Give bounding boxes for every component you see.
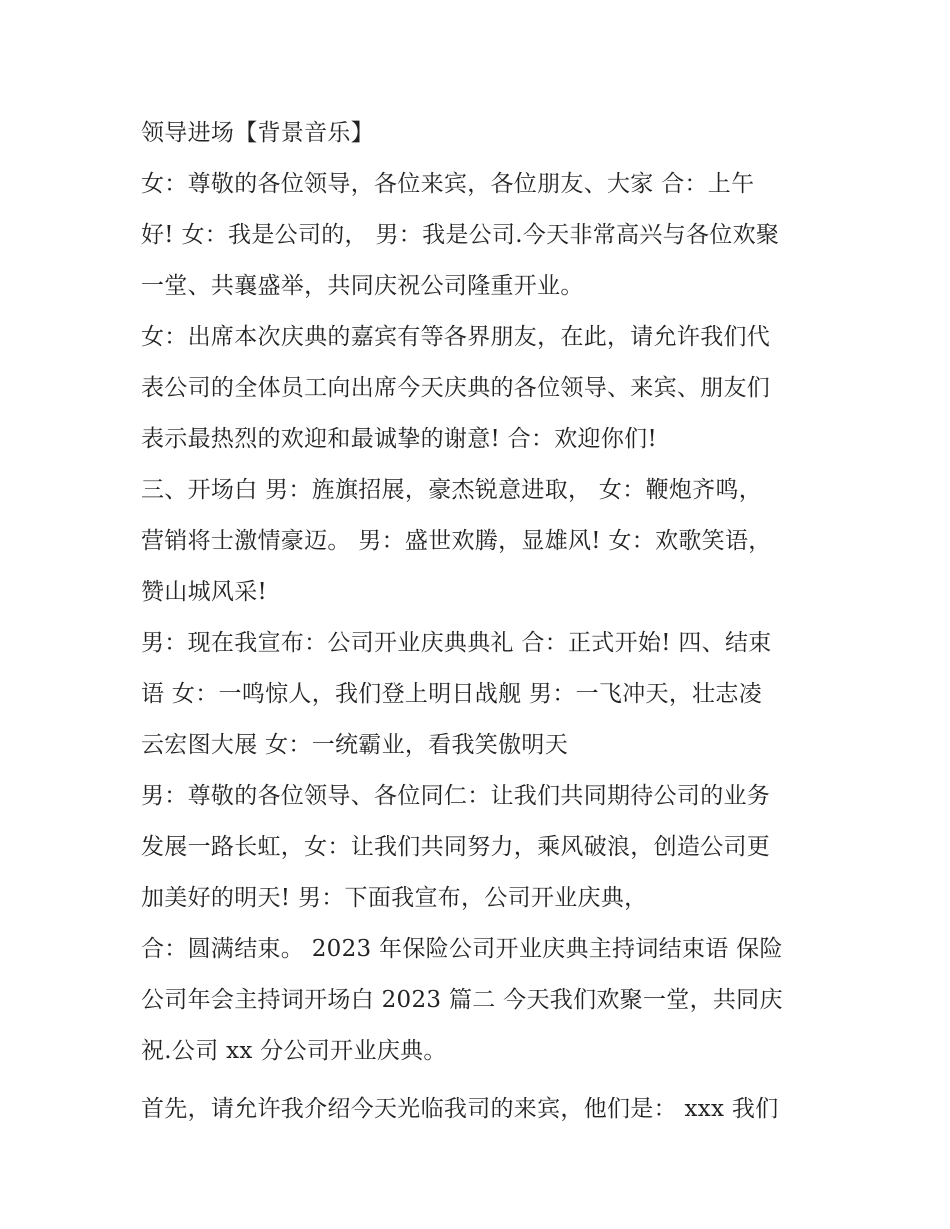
text-line: 云宏图大展 女：一统霸业，看我笑傲明天 [141, 732, 569, 758]
text-line: 营销将士激情豪迈。 男：盛世欢腾，显雄风! 女：欢歌笑语， [141, 528, 772, 554]
text-line: 发展一路长虹，女：让我们共同努力，乘风破浪，创造公司更 [141, 834, 771, 860]
text-line: 加美好的明天! 男：下面我宣布，公司开业庆典， [141, 885, 648, 911]
text-line: 男：尊敬的各位领导、各位同仁：让我们共同期待公司的业务 [141, 783, 771, 809]
text-line: 男：现在我宣布：公司开业庆典典礼 合：正式开始! 四、结束 [141, 630, 772, 656]
text-line: 语 女：一鸣惊人，我们登上明日战舰 男：一飞冲天，壮志凌 [141, 681, 763, 707]
text-line: 公司年会主持词开场白 2023 篇二 今天我们欢聚一堂，共同庆 [141, 987, 783, 1013]
text-line: 表示最热烈的欢迎和最诚挚的谢意! 合：欢迎你们! [141, 426, 657, 452]
text-line: 女：出席本次庆典的嘉宾有等各界朋友，在此，请允许我们代 [141, 324, 771, 350]
text-line: 女：尊敬的各位领导，各位来宾，各位朋友、大家 合：上午 [141, 171, 755, 197]
text-line: 合：圆满结束。 2023 年保险公司开业庆典主持词结束语 保险 [141, 936, 783, 962]
text-line: 领导进场【背景音乐】 [141, 120, 374, 146]
text-line: 表公司的全体员工向出席今天庆典的各位领导、来宾、朋友们 [141, 375, 771, 401]
text-line: 赞山城风采! [141, 579, 268, 605]
document-body [141, 108, 821, 1135]
text-line: 祝.公司 xx 分公司开业庆典。 [141, 1038, 447, 1064]
text-line: 三、开场白 男：旌旗招展，豪杰锐意进取， 女：鞭炮齐鸣， [141, 477, 763, 503]
text-line: 好! 女：我是公司的， 男：我是公司.今天非常高兴与各位欢聚 [141, 222, 780, 248]
text-line: 首先，请允许我介绍今天光临我司的来宾，他们是： xxx 我们 [141, 1096, 779, 1122]
text-line: 一堂、共襄盛举，共同庆祝公司隆重开业。 [141, 273, 584, 299]
